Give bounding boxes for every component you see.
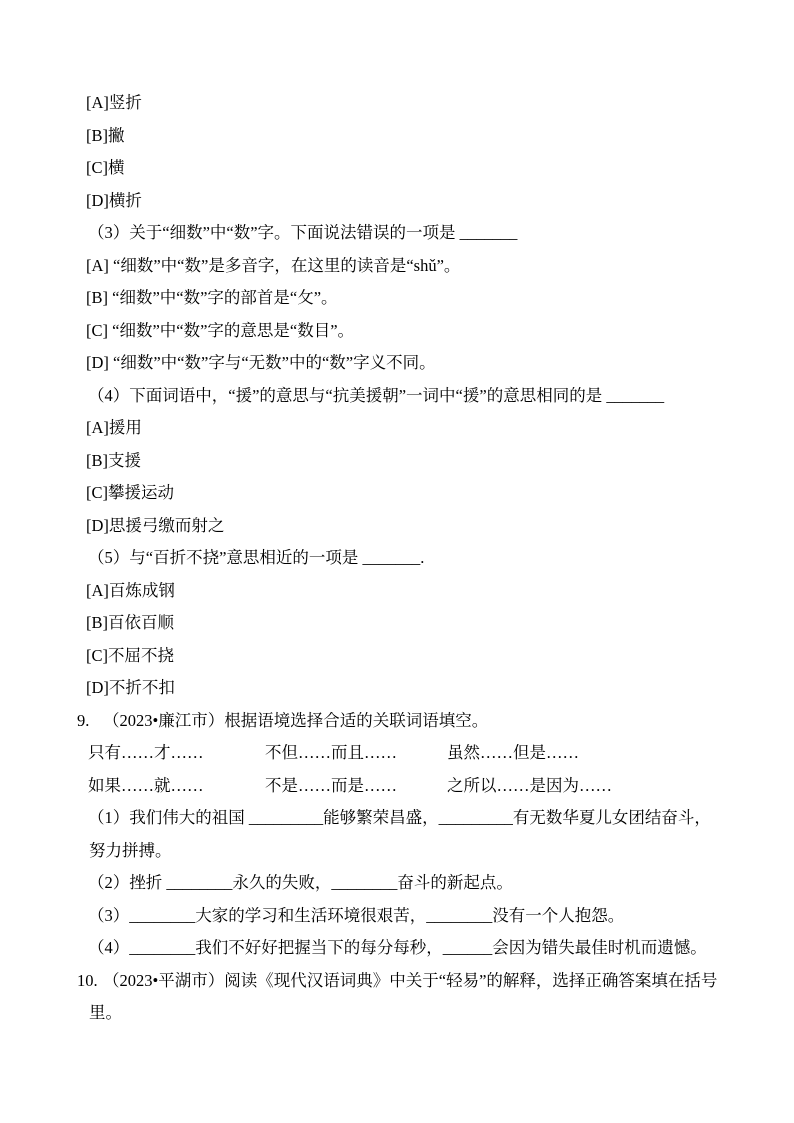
q8-sub-question-5: （5）与“百折不挠”意思相近的一项是 _______. bbox=[88, 548, 425, 567]
q8-2-option-D: [D]横折 bbox=[86, 190, 142, 210]
question-number: 9. bbox=[77, 710, 90, 730]
q8-4-option-D: [D]思援弓缴而射之 bbox=[86, 515, 225, 535]
q8-4-option-B: [B]支援 bbox=[86, 450, 141, 470]
q8-5-option-B: [B]百依百顺 bbox=[86, 613, 174, 632]
q8-2-option-B: [B]撇 bbox=[86, 125, 125, 145]
q9-conjunction-row-1 bbox=[0, 737, 794, 770]
q8-sub-question-3: （3）关于“细数”中“数”字。下面说法错误的一项是 _______ bbox=[88, 223, 518, 242]
conjunction-pair: 只有……才…… bbox=[88, 743, 204, 762]
conjunction-pair: 之所以……是因为…… bbox=[447, 775, 612, 795]
q9-sub-question-1-continuation: 努力拼搏。 bbox=[89, 840, 172, 860]
q8-3-option-B: [B] “细数”中“数”字的部首是“攵”。 bbox=[86, 288, 338, 307]
conjunction-pair: 虽然……但是…… bbox=[447, 743, 579, 762]
conjunction-pair: 如果……就…… bbox=[88, 775, 204, 795]
question-10-header bbox=[0, 965, 794, 998]
q10-header-continuation: 里。 bbox=[89, 1003, 122, 1022]
q8-4-option-C: [C]攀援运动 bbox=[86, 483, 174, 502]
q9-sub-question-1: （1）我们伟大的祖国 _________能够繁荣昌盛，_________有无数华夏儿女团结奋斗， bbox=[88, 808, 711, 827]
q8-3-option-A: [A] “细数”中“数”是多音字，在这里的读音是“shǔ”。 bbox=[86, 255, 461, 275]
q8-5-option-D: [D]不折不扣 bbox=[86, 678, 175, 697]
question-text: （2023•廉江市）根据语境选择合适的关联词语填空。 bbox=[103, 710, 489, 730]
conjunction-pair: 不是……而是…… bbox=[265, 775, 397, 795]
q8-2-option-C: [C]横 bbox=[86, 158, 125, 177]
conjunction-pair: 不但……而且…… bbox=[265, 743, 397, 762]
q8-3-option-C: [C] “细数”中“数”字的意思是“数目”。 bbox=[86, 320, 355, 340]
q8-sub-question-4: （4）下面词语中，“援”的意思与“抗美援朝”一词中“援”的意思相同的是 _______ bbox=[88, 385, 665, 405]
q8-4-option-A: [A]援用 bbox=[86, 418, 142, 437]
exam-document-content bbox=[0, 87, 794, 1030]
question-number: 10. bbox=[77, 970, 98, 990]
question-9-header bbox=[0, 705, 794, 738]
q9-sub-question-4: （4）________我们不好好把握当下的每分每秒，______会因为错失最佳时机而遗憾。 bbox=[88, 938, 707, 957]
q8-5-option-A: [A]百炼成钢 bbox=[86, 580, 175, 600]
question-text: （2023•平湖市）阅读《现代汉语词典》中关于“轻易”的解释，选择正确答案填在括号 bbox=[103, 970, 718, 990]
q8-2-option-A: [A]竖折 bbox=[86, 93, 142, 112]
q9-sub-question-2: （2）挫折 ________永久的失败，________奋斗的新起点。 bbox=[88, 873, 513, 892]
q9-sub-question-3: （3）________大家的学习和生活环境很艰苦，________没有一个人抱怨。 bbox=[88, 905, 625, 925]
q8-3-option-D: [D] “细数”中“数”字与“无数”中的“数”字义不同。 bbox=[86, 353, 436, 372]
q8-5-option-C: [C]不屈不挠 bbox=[86, 645, 174, 665]
q9-conjunction-row-2 bbox=[0, 770, 794, 803]
